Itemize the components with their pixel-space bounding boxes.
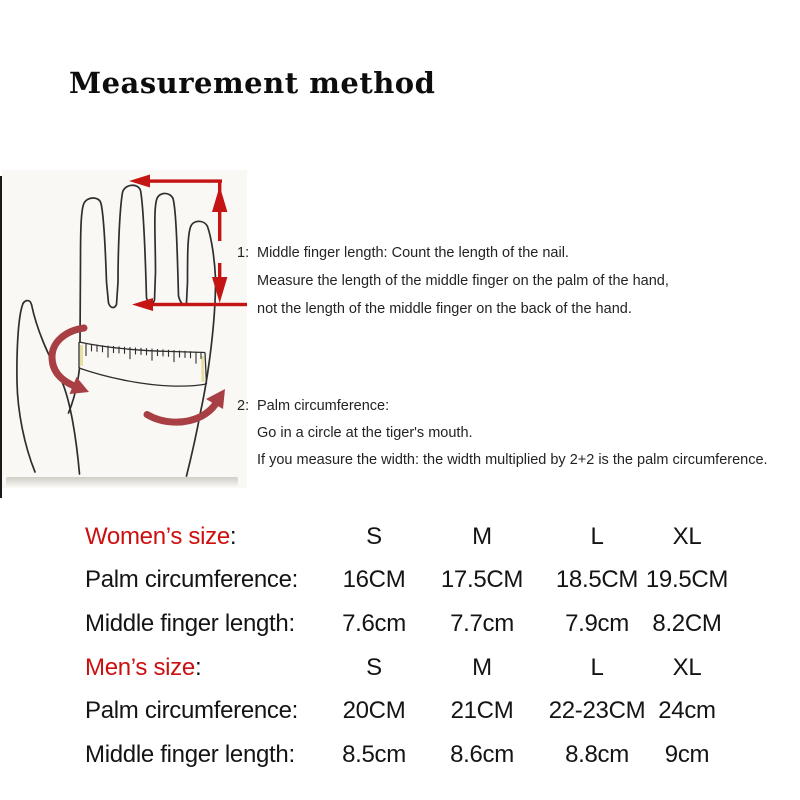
row-label-text: Palm circumference <box>85 697 292 725</box>
size-value: 8.6cm <box>450 740 514 768</box>
size-value: S <box>366 653 382 681</box>
size-value: L <box>590 653 604 681</box>
row-label-text: Palm circumference <box>85 566 292 594</box>
tape-top-edge <box>79 342 205 353</box>
row-label-colon: : <box>229 522 237 550</box>
hand-diagram-svg <box>0 166 250 500</box>
size-value: S <box>366 522 382 550</box>
table-row-label <box>85 559 326 603</box>
size-value: 8.2CM <box>652 609 722 637</box>
row-label-colon: : <box>291 566 299 594</box>
row-label-colon: : <box>291 697 299 725</box>
row-label-text: Middle finger length <box>85 609 289 637</box>
palm-wrap-arrow-right <box>147 404 216 422</box>
instruction-number: 1: <box>237 245 250 261</box>
size-value: 17.5CM <box>440 566 524 594</box>
size-value: L <box>590 522 604 550</box>
tape-bottom-edge <box>79 368 207 386</box>
tape-tick-marks <box>86 344 201 364</box>
row-label-colon: : <box>288 740 295 768</box>
size-value: M <box>472 522 492 550</box>
instruction-lines <box>257 239 669 323</box>
table-row-label <box>85 689 326 733</box>
table-row-label <box>85 602 326 646</box>
size-value: 9cm <box>664 740 710 768</box>
size-value: 22-23CM <box>548 697 646 725</box>
row-label-colon: : <box>288 609 295 637</box>
tape-measure <box>79 342 207 386</box>
size-value: 8.5cm <box>342 740 406 768</box>
size-value: 20CM <box>342 697 406 725</box>
table-row-label <box>85 733 326 777</box>
dimension-bottom-line <box>151 303 247 306</box>
row-label-colon: : <box>194 653 202 681</box>
size-value: M <box>472 653 492 681</box>
size-value: 7.9cm <box>565 609 629 637</box>
page-title: Measurement method <box>69 66 436 100</box>
instruction-number: 2: <box>237 398 250 414</box>
size-value: XL <box>672 522 702 550</box>
size-value: 19.5CM <box>645 566 729 594</box>
row-label-text: Men’s size <box>85 653 195 681</box>
size-value: 7.6cm <box>342 609 406 637</box>
row-label-text: Middle finger length <box>85 740 289 768</box>
instruction-line: Palm circumference: <box>257 398 390 414</box>
table-row-label <box>85 646 326 690</box>
dimension-top-line <box>147 179 222 182</box>
size-value: XL <box>672 653 702 681</box>
tape-right-end <box>205 353 207 385</box>
instruction-palm-circumference <box>237 393 768 474</box>
size-value: 16CM <box>342 566 406 594</box>
size-value: 8.8cm <box>565 740 629 768</box>
hand-outline <box>17 185 216 476</box>
table-row-label <box>85 515 326 559</box>
hand-measurement-illustration <box>0 166 250 500</box>
dimension-bottom-left-arrowhead <box>132 298 153 311</box>
size-table <box>85 515 729 777</box>
dimension-up-arrowhead <box>212 186 227 212</box>
instruction-line: Middle finger length: Count the length of the nail. <box>257 245 569 261</box>
size-value: 24cm <box>658 697 716 725</box>
size-value: 21CM <box>450 697 514 725</box>
instruction-line: Measure the length of the middle finger on the palm of the hand, <box>257 273 669 289</box>
size-value: 18.5CM <box>555 566 639 594</box>
instruction-line: If you measure the width: the width multiplied by 2+2 is the palm circumference. <box>257 452 768 468</box>
row-label-text: Women’s size <box>85 522 230 550</box>
instruction-line: Go in a circle at the tiger's mouth. <box>257 425 473 441</box>
instruction-line: not the length of the middle finger on the back of the hand. <box>257 301 632 317</box>
instruction-lines <box>257 393 768 474</box>
size-value: 7.7cm <box>450 609 514 637</box>
fingers-and-palm-outline <box>80 185 216 476</box>
instruction-middle-finger-length <box>237 239 669 323</box>
